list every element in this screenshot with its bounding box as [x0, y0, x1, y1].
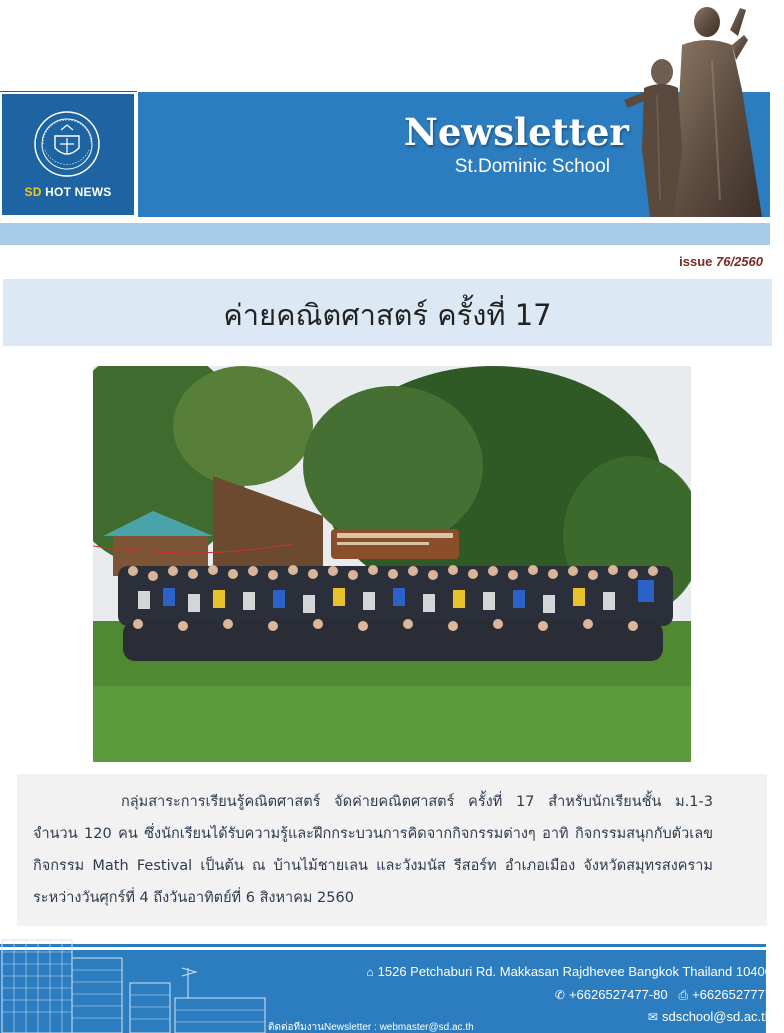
fax-icon: ⎙ [678, 988, 689, 1002]
article-body-box [17, 774, 767, 926]
article-title-box [3, 279, 772, 346]
school-seal-logo [33, 110, 101, 178]
school-name: St.Dominic School [454, 156, 610, 177]
header-strip [0, 223, 770, 245]
group-photo [93, 366, 691, 762]
footer-email[interactable]: ✉ sdschool@sd.ac.th [647, 1009, 772, 1024]
article-body: กลุ่มสาระการเรียนรู้คณิตศาสตร์ จัดค่ายคณิตศาสตร์ ครั้งที่ 17 สำหรับนักเรียนชั้น ม.1-3 จำนวน 120 คน ซึ่งนักเรียนได้รับความรู้และฝึกกระบวนการคิดจากกิจกรรมต่างๆ อาทิ กิจกรรมสนุกกับตัวเลข กิจกรรม Math Festival เป็นต้น ณ บ้านไม้ชายเลน และวังมนัส รีสอร์ท อำเภอเมือง จังหวัดสมุทรสงคราม ระหว่างวันศุกร์ที่ 4 ถึงวันอาทิตย์ที่ 6 สิงหาคม 2560 [33, 794, 713, 906]
home-icon: ⌂ [366, 965, 374, 979]
newsletter-title: Newsletter [404, 110, 629, 154]
mail-icon: ✉ [647, 1010, 658, 1024]
footer-address: ⌂ 1526 Petchaburi Rd. Makkasan Rajdhevee Bangkok Thailand 10400 [366, 964, 772, 979]
article-title: ค่ายคณิตศาสตร์ ครั้งที่ 17 [223, 298, 552, 332]
statue-image [612, 0, 784, 217]
school-building-illustration [0, 928, 280, 1033]
phone-icon: ✆ [554, 988, 565, 1002]
header-divider [136, 92, 138, 217]
footer-contact: ติดต่อทีมงานNewsletter : webmaster@sd.ac.th [268, 1022, 474, 1033]
hot-news-badge: SD HOT NEWS [24, 185, 112, 199]
issue-number: issue 76/2560 [679, 254, 763, 269]
footer-phone: ✆ +6626527477-80 ⎙ +6626527777 [554, 987, 772, 1002]
